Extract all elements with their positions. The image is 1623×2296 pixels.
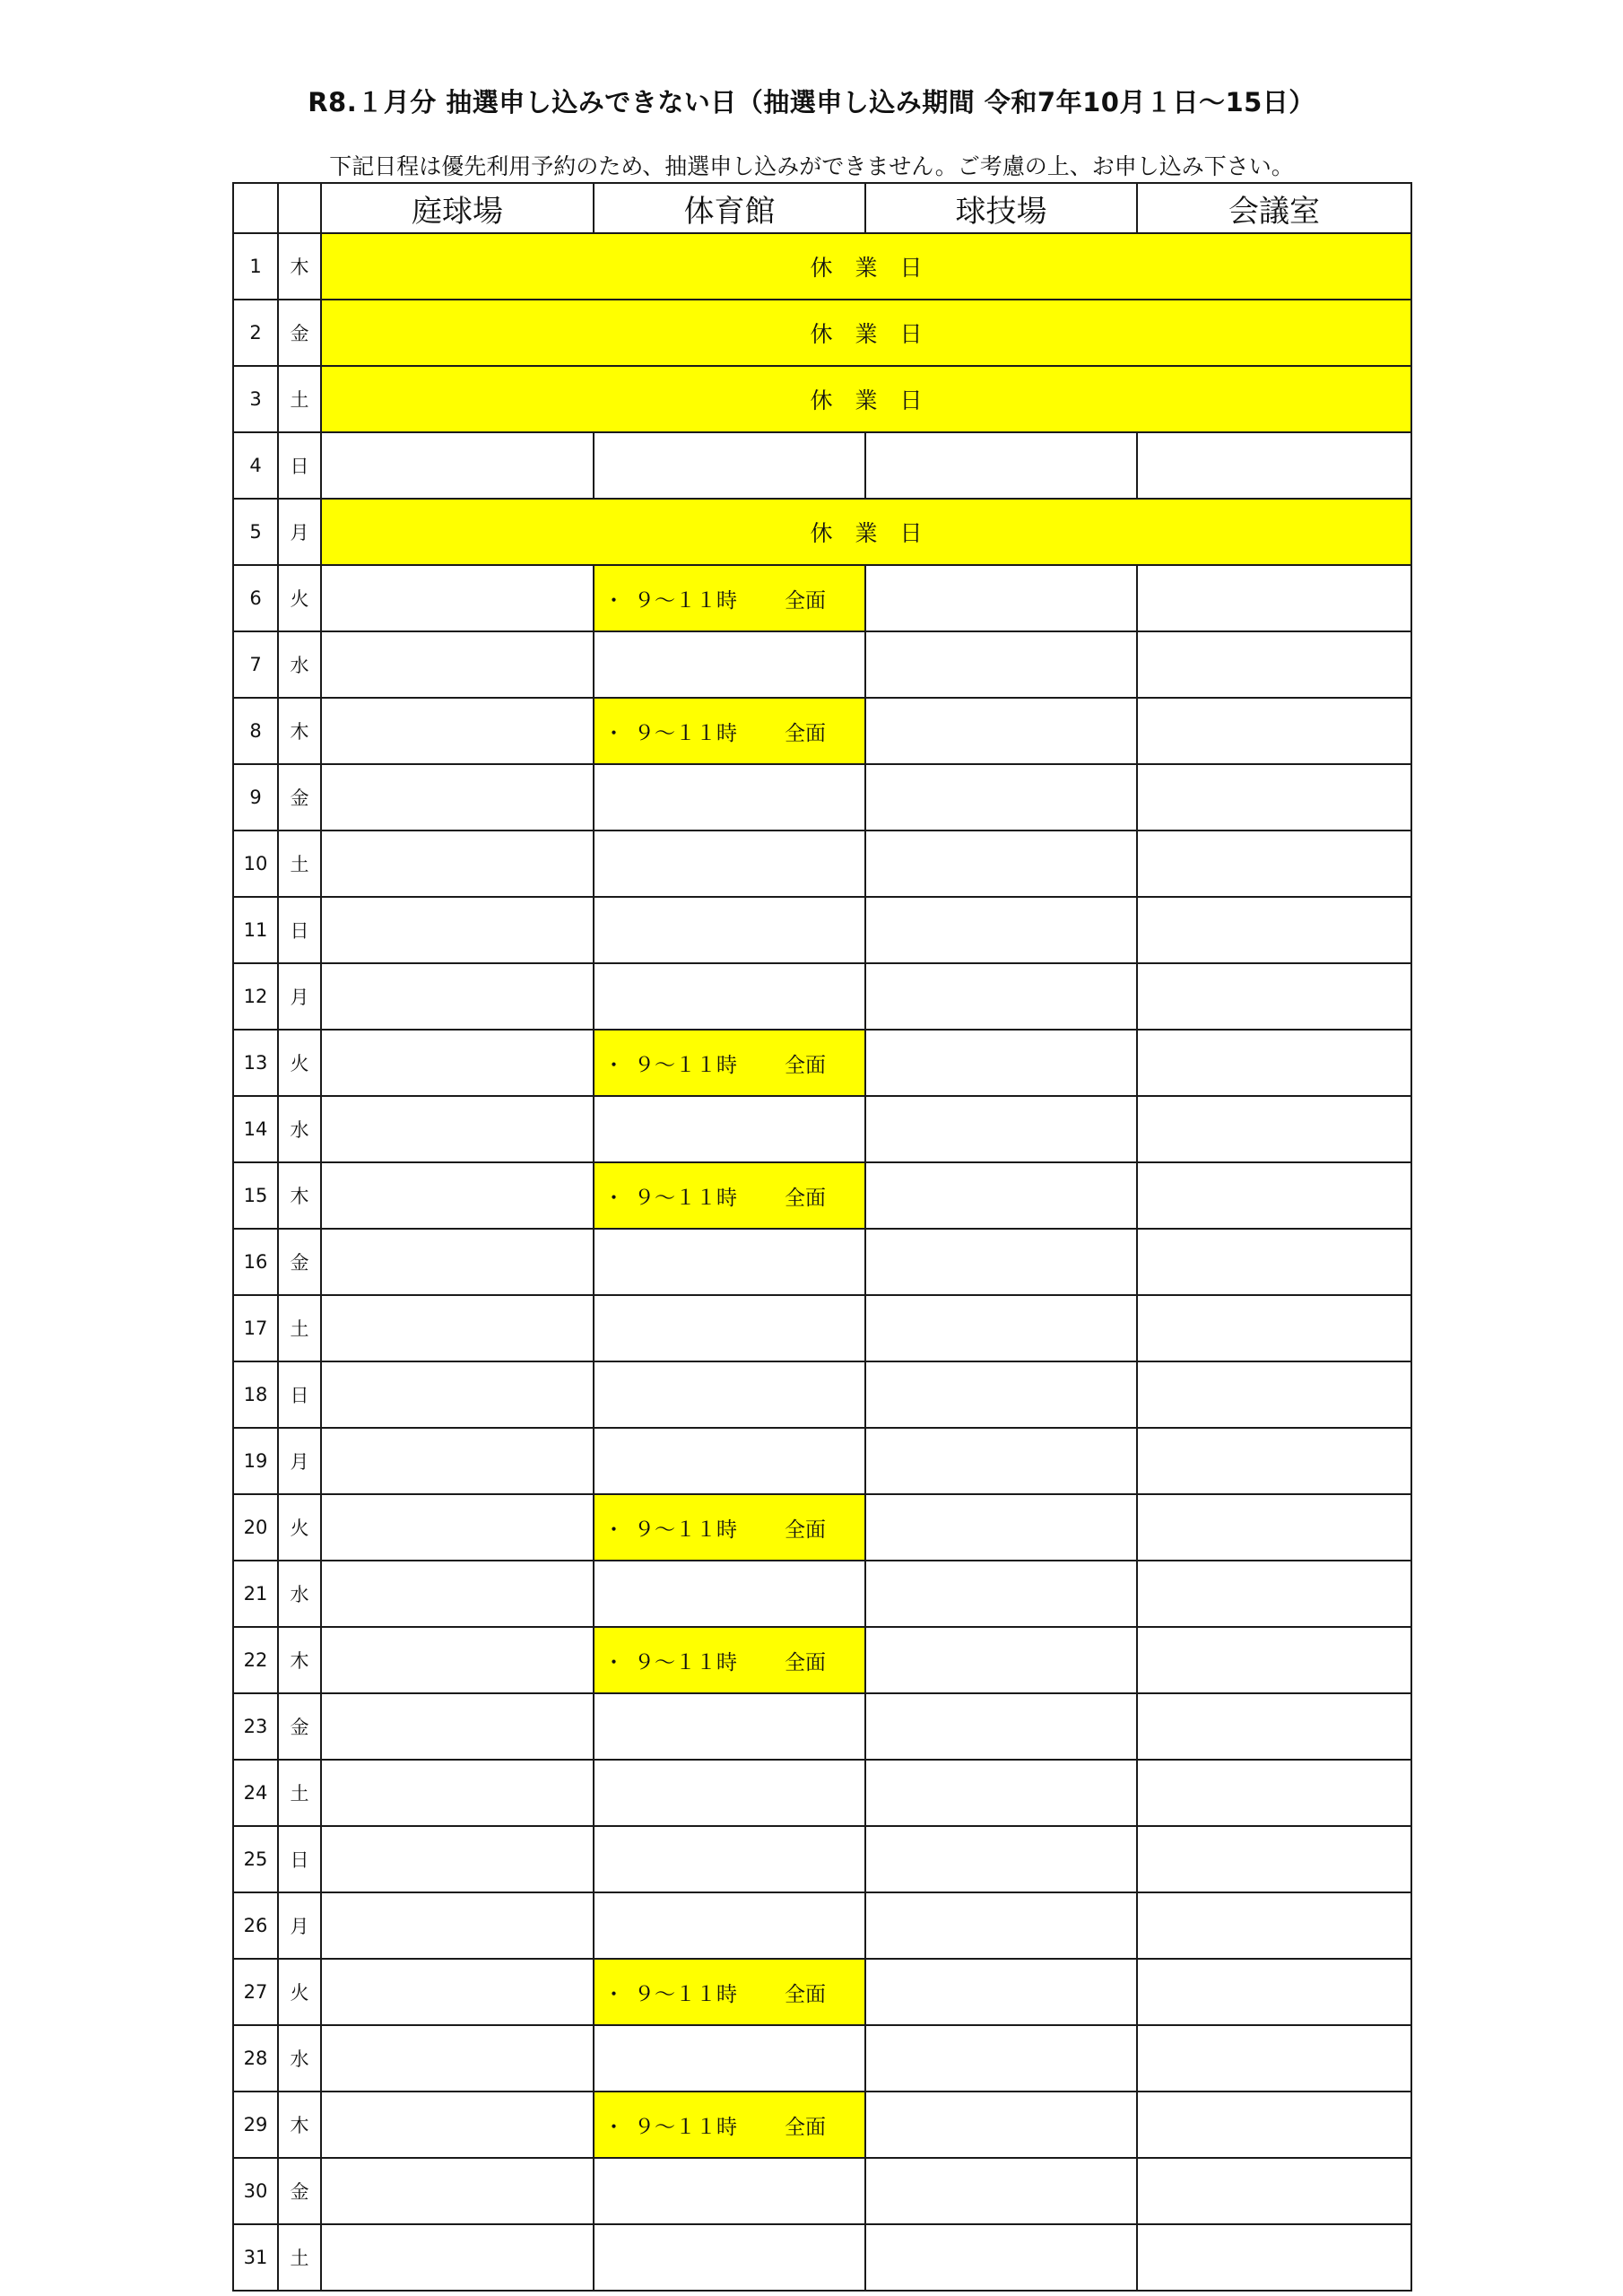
- tennis-court-cell: [321, 1162, 594, 1229]
- reserved-time: ９～１１時: [634, 1186, 737, 1210]
- bullet-mark: ・: [603, 721, 624, 745]
- bullet-mark: ・: [603, 588, 624, 613]
- day-number: 8: [233, 698, 278, 764]
- tennis-court-cell: [321, 1627, 594, 1693]
- ball-field-cell: [865, 1162, 1137, 1229]
- meeting-room-cell: [1137, 1030, 1411, 1096]
- closed-label: 休 業 日: [810, 387, 923, 413]
- day-number: 10: [233, 831, 278, 897]
- day-number: 26: [233, 1892, 278, 1959]
- tennis-court-cell: [321, 2158, 594, 2224]
- reserved-time: ９～１１時: [634, 1650, 737, 1674]
- table-row: [233, 1892, 1411, 1959]
- reserved-time: ９～１１時: [634, 1982, 737, 2006]
- schedule-body: [233, 233, 1411, 2291]
- weekday: 土: [278, 831, 321, 897]
- day-number: 28: [233, 2025, 278, 2092]
- day-number: 9: [233, 764, 278, 831]
- gymnasium-reserved-cell: [594, 1959, 865, 2025]
- reserved-scope: 全面: [785, 2115, 826, 2139]
- tennis-court-cell: [321, 963, 594, 1030]
- table-row: [233, 1229, 1411, 1295]
- reserved-scope: 全面: [785, 1650, 826, 1674]
- ball-field-cell: [865, 1959, 1137, 2025]
- ball-field-cell: [865, 1693, 1137, 1760]
- weekday: 火: [278, 1494, 321, 1561]
- weekday: 日: [278, 1826, 321, 1892]
- ball-field-cell: [865, 1428, 1137, 1494]
- closed-day-cell: [321, 499, 1411, 565]
- meeting-room-cell: [1137, 1561, 1411, 1627]
- meeting-room-cell: [1137, 1162, 1411, 1229]
- reserved-scope: 全面: [785, 721, 826, 745]
- tennis-court-cell: [321, 1229, 594, 1295]
- weekday: 月: [278, 1428, 321, 1494]
- table-row: [233, 233, 1411, 300]
- day-number: 16: [233, 1229, 278, 1295]
- table-row: [233, 897, 1411, 963]
- day-number: 13: [233, 1030, 278, 1096]
- table-row: [233, 831, 1411, 897]
- page-title: R8.１月分 抽選申し込みできない日（抽選申し込み期間 令和7年10月１日～15日）: [308, 87, 1315, 117]
- reserved-scope: 全面: [785, 1186, 826, 1210]
- meeting-room-cell: [1137, 1959, 1411, 2025]
- gymnasium-reserved-cell: [594, 698, 865, 764]
- closed-label: 休 業 日: [810, 255, 923, 281]
- day-number: 22: [233, 1627, 278, 1693]
- meeting-room-cell: [1137, 1295, 1411, 1361]
- day-number: 25: [233, 1826, 278, 1892]
- tennis-court-cell: [321, 1428, 594, 1494]
- tennis-court-cell: [321, 2025, 594, 2092]
- gymnasium-cell: [594, 1760, 865, 1826]
- table-row: [233, 1627, 1411, 1693]
- ball-field-cell: [865, 831, 1137, 897]
- meeting-room-cell: [1137, 1627, 1411, 1693]
- meeting-room-cell: [1137, 631, 1411, 698]
- day-number: 6: [233, 565, 278, 631]
- gymnasium-cell: [594, 1295, 865, 1361]
- gymnasium-cell: [594, 2025, 865, 2092]
- day-number: 4: [233, 432, 278, 499]
- table-header-row: [233, 183, 1411, 233]
- ball-field-cell: [865, 1760, 1137, 1826]
- closed-day-cell: [321, 300, 1411, 366]
- ball-field-cell: [865, 2025, 1137, 2092]
- day-number: 7: [233, 631, 278, 698]
- table-row: [233, 963, 1411, 1030]
- ball-field-cell: [865, 764, 1137, 831]
- day-number: 1: [233, 233, 278, 300]
- tennis-court-cell: [321, 1892, 594, 1959]
- ball-field-cell: [865, 1826, 1137, 1892]
- ball-field-cell: [865, 963, 1137, 1030]
- meeting-room-cell: [1137, 1361, 1411, 1428]
- bullet-mark: ・: [603, 1982, 624, 2006]
- day-number: 27: [233, 1959, 278, 2025]
- meeting-room-cell: [1137, 963, 1411, 1030]
- reserved-scope: 全面: [785, 1053, 826, 1077]
- tennis-court-cell: [321, 631, 594, 698]
- tennis-court-cell: [321, 2224, 594, 2291]
- ball-field-cell: [865, 2158, 1137, 2224]
- weekday: 水: [278, 631, 321, 698]
- ball-field-cell: [865, 897, 1137, 963]
- table-row: [233, 1428, 1411, 1494]
- weekday: 火: [278, 565, 321, 631]
- bullet-mark: ・: [603, 1053, 624, 1077]
- tennis-court-cell: [321, 1561, 594, 1627]
- meeting-room-cell: [1137, 1229, 1411, 1295]
- tennis-court-cell: [321, 565, 594, 631]
- weekday: 木: [278, 233, 321, 300]
- day-number: 2: [233, 300, 278, 366]
- tennis-court-cell: [321, 1096, 594, 1162]
- gymnasium-cell: [594, 831, 865, 897]
- gymnasium-cell: [594, 1361, 865, 1428]
- meeting-room-cell: [1137, 2092, 1411, 2158]
- gymnasium-cell: [594, 1826, 865, 1892]
- gymnasium-cell: [594, 764, 865, 831]
- bullet-mark: ・: [603, 1518, 624, 1542]
- table-row: [233, 432, 1411, 499]
- table-row: [233, 1361, 1411, 1428]
- weekday: 月: [278, 1892, 321, 1959]
- closed-label: 休 業 日: [810, 520, 923, 546]
- gymnasium-cell: [594, 1428, 865, 1494]
- weekday: 金: [278, 2158, 321, 2224]
- tennis-court-cell: [321, 698, 594, 764]
- tennis-court-cell: [321, 1826, 594, 1892]
- closed-label: 休 業 日: [810, 321, 923, 347]
- reserved-time: ９～１１時: [634, 588, 737, 613]
- day-number: 30: [233, 2158, 278, 2224]
- table-row: [233, 1030, 1411, 1096]
- gymnasium-cell: [594, 1096, 865, 1162]
- ball-field-cell: [865, 1030, 1137, 1096]
- gymnasium-cell: [594, 963, 865, 1030]
- gymnasium-reserved-cell: [594, 1627, 865, 1693]
- weekday: 土: [278, 2224, 321, 2291]
- gymnasium-reserved-cell: [594, 1494, 865, 1561]
- day-number: 19: [233, 1428, 278, 1494]
- weekday: 火: [278, 1030, 321, 1096]
- day-number: 21: [233, 1561, 278, 1627]
- ball-field-cell: [865, 1494, 1137, 1561]
- weekday: 金: [278, 1693, 321, 1760]
- table-row: [233, 1826, 1411, 1892]
- table-row: [233, 2158, 1411, 2224]
- table-row: [233, 698, 1411, 764]
- reserved-scope: 全面: [785, 1518, 826, 1542]
- weekday: 水: [278, 2025, 321, 2092]
- table-row: [233, 499, 1411, 565]
- tennis-court-cell: [321, 1760, 594, 1826]
- table-row: [233, 1693, 1411, 1760]
- meeting-room-cell: [1137, 1892, 1411, 1959]
- tennis-court-cell: [321, 1295, 594, 1361]
- weekday: 金: [278, 764, 321, 831]
- weekday: 金: [278, 1229, 321, 1295]
- table-row: [233, 2092, 1411, 2158]
- table-row: [233, 2025, 1411, 2092]
- header-gymnasium: 体育館: [594, 183, 865, 233]
- ball-field-cell: [865, 1096, 1137, 1162]
- page-subtitle: 下記日程は優先利用予約のため、抽選申し込みができません。ご考慮の上、お申し込み下さい。: [329, 153, 1294, 179]
- ball-field-cell: [865, 1361, 1137, 1428]
- bullet-mark: ・: [603, 1650, 624, 1674]
- ball-field-cell: [865, 1295, 1137, 1361]
- table-row: [233, 631, 1411, 698]
- reserved-time: ９～１１時: [634, 1518, 737, 1542]
- weekday: 火: [278, 1959, 321, 2025]
- meeting-room-cell: [1137, 764, 1411, 831]
- gymnasium-cell: [594, 1693, 865, 1760]
- gymnasium-cell: [594, 2158, 865, 2224]
- weekday: 水: [278, 1561, 321, 1627]
- closed-day-cell: [321, 366, 1411, 432]
- day-number: 11: [233, 897, 278, 963]
- meeting-room-cell: [1137, 565, 1411, 631]
- table-row: [233, 565, 1411, 631]
- reserved-scope: 全面: [785, 588, 826, 613]
- ball-field-cell: [865, 1627, 1137, 1693]
- weekday: 木: [278, 698, 321, 764]
- bullet-mark: ・: [603, 2115, 624, 2139]
- day-number: 3: [233, 366, 278, 432]
- day-number: 24: [233, 1760, 278, 1826]
- table-row: [233, 300, 1411, 366]
- table-row: [233, 1162, 1411, 1229]
- ball-field-cell: [865, 432, 1137, 499]
- meeting-room-cell: [1137, 1494, 1411, 1561]
- reserved-time: ９～１１時: [634, 2115, 737, 2139]
- meeting-room-cell: [1137, 432, 1411, 499]
- table-row: [233, 1959, 1411, 2025]
- day-number: 31: [233, 2224, 278, 2291]
- day-number: 23: [233, 1693, 278, 1760]
- header-meeting-room: 会議室: [1137, 183, 1411, 233]
- day-number: 15: [233, 1162, 278, 1229]
- header-day-cell: [233, 183, 278, 233]
- tennis-court-cell: [321, 1494, 594, 1561]
- weekday: 水: [278, 1096, 321, 1162]
- weekday: 月: [278, 499, 321, 565]
- meeting-room-cell: [1137, 1693, 1411, 1760]
- weekday: 土: [278, 1760, 321, 1826]
- weekday: 木: [278, 2092, 321, 2158]
- meeting-room-cell: [1137, 2025, 1411, 2092]
- bullet-mark: ・: [603, 1186, 624, 1210]
- day-number: 14: [233, 1096, 278, 1162]
- weekday: 木: [278, 1627, 321, 1693]
- ball-field-cell: [865, 1229, 1137, 1295]
- reserved-time: ９～１１時: [634, 721, 737, 745]
- table-row: [233, 366, 1411, 432]
- day-number: 12: [233, 963, 278, 1030]
- table-row: [233, 1494, 1411, 1561]
- tennis-court-cell: [321, 1693, 594, 1760]
- weekday: 日: [278, 1361, 321, 1428]
- header-ball-field: 球技場: [865, 183, 1137, 233]
- meeting-room-cell: [1137, 2224, 1411, 2291]
- tennis-court-cell: [321, 2092, 594, 2158]
- header-weekday-cell: [278, 183, 321, 233]
- ball-field-cell: [865, 2092, 1137, 2158]
- gymnasium-reserved-cell: [594, 1162, 865, 1229]
- day-number: 17: [233, 1295, 278, 1361]
- reserved-time: ９～１１時: [634, 1053, 737, 1077]
- weekday: 日: [278, 897, 321, 963]
- table-row: [233, 1295, 1411, 1361]
- meeting-room-cell: [1137, 1096, 1411, 1162]
- gymnasium-cell: [594, 1229, 865, 1295]
- schedule-table: [232, 182, 1412, 2292]
- header-tennis-court: 庭球場: [321, 183, 594, 233]
- meeting-room-cell: [1137, 897, 1411, 963]
- table-row: [233, 1561, 1411, 1627]
- weekday: 土: [278, 366, 321, 432]
- meeting-room-cell: [1137, 1428, 1411, 1494]
- day-number: 29: [233, 2092, 278, 2158]
- gymnasium-cell: [594, 897, 865, 963]
- tennis-court-cell: [321, 1361, 594, 1428]
- ball-field-cell: [865, 1561, 1137, 1627]
- day-number: 20: [233, 1494, 278, 1561]
- tennis-court-cell: [321, 897, 594, 963]
- weekday: 月: [278, 963, 321, 1030]
- day-number: 18: [233, 1361, 278, 1428]
- weekday: 木: [278, 1162, 321, 1229]
- tennis-court-cell: [321, 1959, 594, 2025]
- table-row: [233, 764, 1411, 831]
- gymnasium-cell: [594, 432, 865, 499]
- meeting-room-cell: [1137, 1826, 1411, 1892]
- tennis-court-cell: [321, 764, 594, 831]
- gymnasium-cell: [594, 1561, 865, 1627]
- gymnasium-reserved-cell: [594, 565, 865, 631]
- ball-field-cell: [865, 698, 1137, 764]
- meeting-room-cell: [1137, 698, 1411, 764]
- weekday: 日: [278, 432, 321, 499]
- table-row: [233, 1760, 1411, 1826]
- tennis-court-cell: [321, 1030, 594, 1096]
- tennis-court-cell: [321, 831, 594, 897]
- day-number: 5: [233, 499, 278, 565]
- gymnasium-cell: [594, 631, 865, 698]
- gymnasium-cell: [594, 1892, 865, 1959]
- meeting-room-cell: [1137, 1760, 1411, 1826]
- meeting-room-cell: [1137, 2158, 1411, 2224]
- meeting-room-cell: [1137, 831, 1411, 897]
- tennis-court-cell: [321, 432, 594, 499]
- reserved-scope: 全面: [785, 1982, 826, 2006]
- table-row: [233, 2224, 1411, 2291]
- weekday: 金: [278, 300, 321, 366]
- table-row: [233, 1096, 1411, 1162]
- closed-day-cell: [321, 233, 1411, 300]
- ball-field-cell: [865, 2224, 1137, 2291]
- gymnasium-reserved-cell: [594, 2092, 865, 2158]
- gymnasium-reserved-cell: [594, 1030, 865, 1096]
- gymnasium-cell: [594, 2224, 865, 2291]
- ball-field-cell: [865, 631, 1137, 698]
- ball-field-cell: [865, 1892, 1137, 1959]
- ball-field-cell: [865, 565, 1137, 631]
- weekday: 土: [278, 1295, 321, 1361]
